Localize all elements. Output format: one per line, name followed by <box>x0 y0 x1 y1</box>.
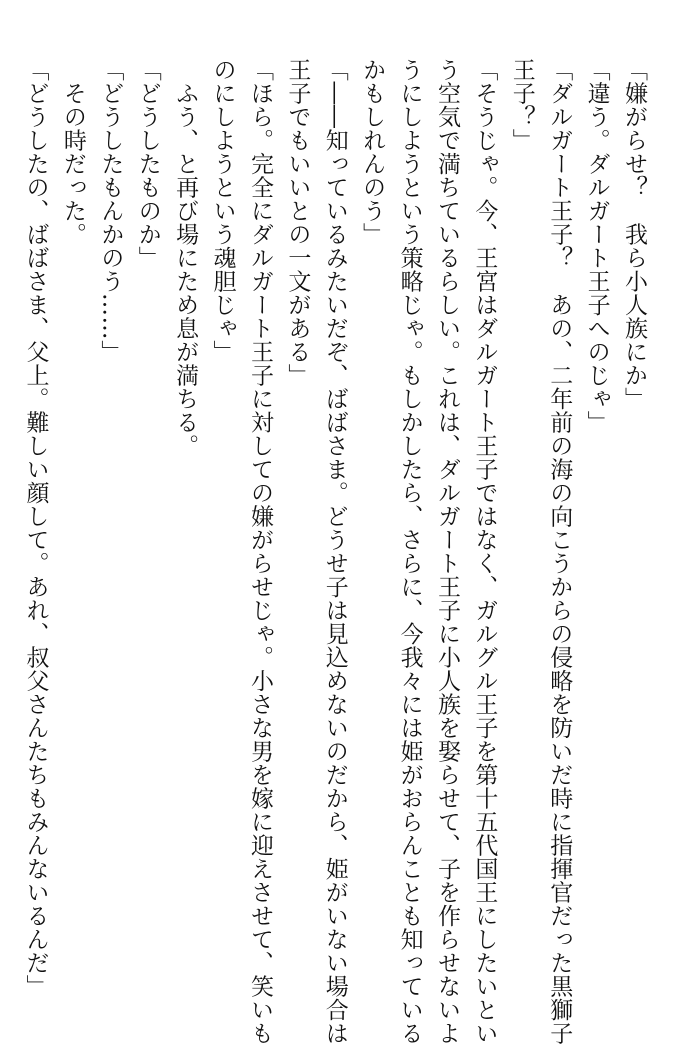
text-line: 「どうしたもんかのう……」 <box>97 58 124 364</box>
text-line: 「――知っているみたいだぞ、ばばさま。どうせ子は見込めないのだから、姫がいない場合は <box>321 58 348 1045</box>
text-line: かもしれんのう」 <box>359 58 386 246</box>
text-line: う空気で満ちているらしい。これは、ダルガート王子に小人族を娶らせて、子を作らせないよ <box>433 58 460 1045</box>
text-line: 「どうしたものか」 <box>134 58 161 270</box>
text-line: 王子？」 <box>508 58 535 152</box>
text-line: その時だった。 <box>59 58 86 246</box>
text-line: 「ほら。完全にダルガート王子に対しての嫌がらせじゃ。小さな男を嫁に迎えさせて、笑いも <box>246 58 273 1045</box>
text-line: 「違う。ダルガート王子へのじゃ」 <box>583 58 610 434</box>
text-line: ふう、と再び場にため息が満ちる。 <box>172 58 199 458</box>
text-line: 「嫌がらせ？ 我ら小人族にか」 <box>621 58 647 411</box>
text-line: のにしようという魂胆じゃ」 <box>209 58 236 364</box>
text-line: 王子でもいいとの一文がある」 <box>284 58 311 387</box>
vertical-text-block <box>16 58 652 1045</box>
text-line: 「ダルガート王子？ あの、二年前の海の向こうからの侵略を防いだ時に指揮官だった黒獅子 <box>546 58 573 1045</box>
text-line: 「どうしたの、ばばさま、父上。難しい顔して。あれ、叔父さんたちもみんないるんだ」 <box>22 58 49 998</box>
text-line: 「そうじゃ。今、王宮はダルガート王子ではなく、ガルグル王子を第十五代国王にしたいとい <box>471 58 498 1045</box>
text-line: うにしようという策略じゃ。もしかしたら、さらに、今我々には姫がおらんことも知っている <box>396 58 423 1045</box>
